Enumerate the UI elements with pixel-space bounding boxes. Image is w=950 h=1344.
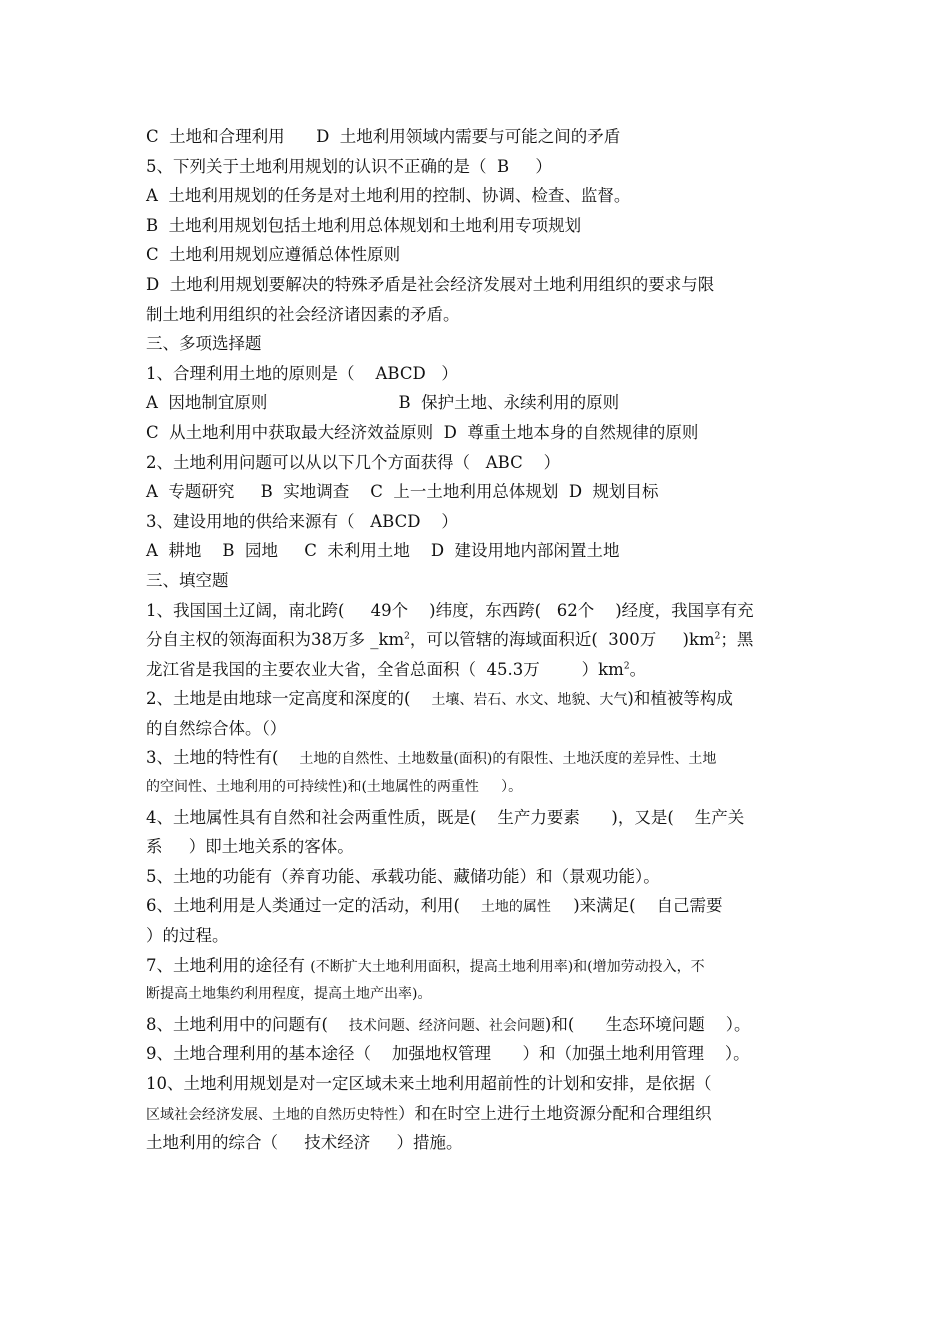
option-line: B 土地利用规划包括土地利用总体规划和土地利用专项规划	[146, 215, 582, 235]
option-line: A 土地利用规划的任务是对土地利用的控制、协调、检查、监督。	[146, 186, 631, 206]
fill-in-line: 5、土地的功能有（养育功能、承载功能、藏储功能）和（景观功能）。	[146, 866, 660, 886]
option-line: C 土地利用规划应遵循总体性原则	[146, 245, 401, 265]
option-line: A 因地制宜原则 B 保护土地、永续利用的原则	[146, 393, 620, 413]
text-line: ）的过程。	[146, 926, 229, 946]
section-heading: 三、填空题	[146, 570, 229, 590]
question-line: 2、土地利用问题可以从以下几个方面获得（ ABC ）	[146, 452, 561, 472]
question-line: 3、建设用地的供给来源有（ ABCD ）	[146, 511, 458, 531]
fill-in-line: 的空间性、土地利用的可持续性)和(土地属性的两重性 ）。	[146, 779, 523, 796]
question-line: 1、合理利用土地的原则是（ ABCD ）	[146, 363, 458, 383]
fill-in-line: 2、土地是由地球一定高度和深度的( 土壤、岩石、水文、地貌、大气)和植被等构成	[146, 689, 733, 709]
document-body	[146, 122, 816, 1158]
fill-in-line: 9、土地合理利用的基本途径（ 加强地权管理 ）和（加强土地利用管理 ）。	[146, 1044, 750, 1064]
text-line: C 土地和合理利用 D 土地利用领域内需要与可能之间的矛盾	[146, 127, 621, 146]
fill-in-line: 1、我国国土辽阔，南北跨( 49个 )纬度，东西跨( 62个 )经度，我国享有充	[146, 600, 754, 620]
fill-in-line: 6、土地利用是人类通过一定的活动，利用( 土地的属性 )来满足( 自己需要	[146, 896, 723, 916]
fill-in-line: 10、土地利用规划是对一定区域未来土地利用超前性的计划和安排，是依据（	[146, 1074, 712, 1093]
section-heading: 三、多项选择题	[146, 334, 262, 354]
option-line: D 土地利用规划要解决的特殊矛盾是社会经济发展对土地利用组织的要求与限	[146, 274, 715, 294]
fill-in-line: 土地利用的综合（ 技术经济 ）措施。	[146, 1133, 463, 1153]
option-line: A 专题研究 B 实地调查 C 上一土地利用总体规划 D 规划目标	[146, 482, 659, 502]
fill-in-line: 4、土地属性具有自然和社会两重性质，既是( 生产力要素 )，又是( 生产关	[146, 807, 745, 827]
option-line: A 耕地 B 园地 C 未利用土地 D 建设用地内部闲置土地	[146, 541, 620, 561]
text-line: 系 ）即土地关系的客体。	[146, 837, 354, 857]
option-line: C 从土地利用中获取最大经济效益原则 D 尊重土地本身的自然规律的原则	[146, 422, 699, 442]
text-line: 的自然综合体。（）	[146, 718, 287, 738]
text-line: 制土地利用组织的社会经济诸因素的矛盾。	[146, 304, 460, 324]
fill-in-line: 区域社会经济发展、土地的自然历史特性）和在时空上进行土地资源分配和合理组织	[146, 1103, 712, 1123]
fill-in-line: 3、土地的特性有( 土地的自然性、土地数量(面积)的有限性、土地沃度的差异性、土地	[146, 748, 717, 768]
fill-in-line: 7、土地利用的途径有 (不断扩大土地利用面积，提高土地利用率)和(增加劳动投入，不	[146, 955, 705, 975]
fill-in-line: 8、土地利用中的问题有( 技术问题、经济问题、社会问题)和( 生态环境问题 ）。	[146, 1014, 751, 1034]
fill-in-line: 龙江省是我国的主要农业大省，全省总面积（ 45.3万 ）$km^2$。	[146, 659, 647, 679]
question-5: 5、下列关于土地利用规划的认识不正确的是（ B ）	[146, 156, 552, 176]
fill-in-line: 分自主权的领海面积为38万多 $\_km^2$，可以管辖的海域面积近( 300万 )$km^2$；黑	[146, 630, 754, 650]
fill-in-line: 断提高土地集约利用程度，提高土地产出率)。	[146, 986, 432, 1003]
